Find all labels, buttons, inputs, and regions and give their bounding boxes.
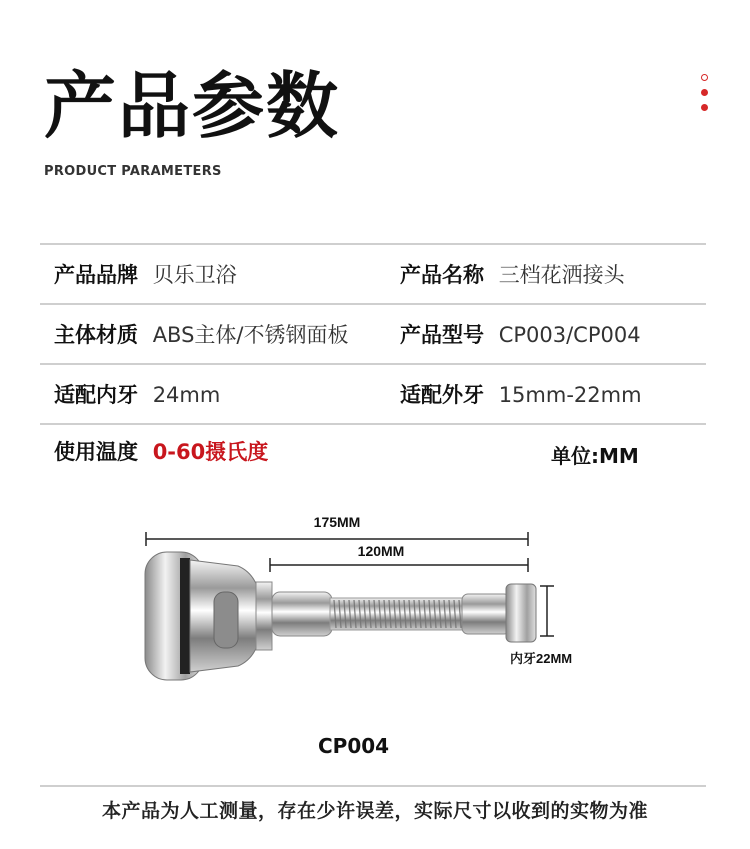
thread-nut-icon: [506, 584, 536, 642]
param-label: 使用温度: [54, 440, 138, 464]
param-value: 三档花洒接头: [498, 263, 625, 287]
page-subtitle: PRODUCT PARAMETERS: [44, 164, 222, 179]
dot-filled-icon: [701, 89, 708, 96]
dimension-hose-label: 120MM: [357, 543, 405, 559]
param-value: 24mm: [152, 383, 221, 407]
param-value: 15mm-22mm: [498, 383, 642, 407]
param-label: 主体材质: [54, 323, 138, 347]
param-outer-thread: [400, 379, 642, 409]
param-model: [400, 319, 641, 349]
param-value-highlight: 0-60摄氏度: [152, 440, 269, 464]
param-label: 适配外牙: [400, 383, 484, 407]
product-diagram: [0, 500, 750, 700]
unit-label: 单位:MM: [551, 444, 639, 468]
param-label: 产品名称: [400, 263, 484, 287]
dimension-thread-label: 内牙22MM: [510, 651, 573, 666]
param-value: ABS主体/不锈钢面板: [152, 323, 349, 347]
param-label: 适配内牙: [54, 383, 138, 407]
param-brand: [54, 259, 237, 289]
flexible-hose: [330, 598, 465, 630]
table-divider: [40, 785, 706, 787]
end-tube: [462, 594, 510, 634]
table-divider: [40, 243, 706, 245]
dot-filled-icon: [701, 104, 708, 111]
param-value: 贝乐卫浴: [152, 263, 237, 287]
decorative-dots: [701, 74, 711, 119]
table-divider: [40, 363, 706, 365]
footer-note: 本产品为人工测量，存在少许误差，实际尺寸以收到的实物为准: [101, 800, 648, 822]
table-divider: [40, 423, 706, 425]
shower-head-icon: [145, 552, 272, 680]
dot-hollow-icon: [701, 74, 708, 81]
dimension-total-label: 175MM: [313, 514, 361, 530]
connector-neck: [272, 592, 332, 636]
dimension-total-length: [146, 514, 528, 546]
product-model-label: CP004: [318, 734, 390, 758]
param-name: [400, 259, 625, 289]
table-divider: [40, 303, 706, 305]
param-temperature: [54, 436, 268, 466]
param-label: 产品品牌: [54, 263, 138, 287]
param-value: CP003/CP004: [498, 323, 641, 347]
param-label: 产品型号: [400, 323, 484, 347]
page-title: 产品参数: [44, 64, 341, 148]
param-inner-thread: [54, 379, 220, 409]
param-material: [54, 319, 349, 349]
dimension-hose-length: [270, 543, 528, 572]
